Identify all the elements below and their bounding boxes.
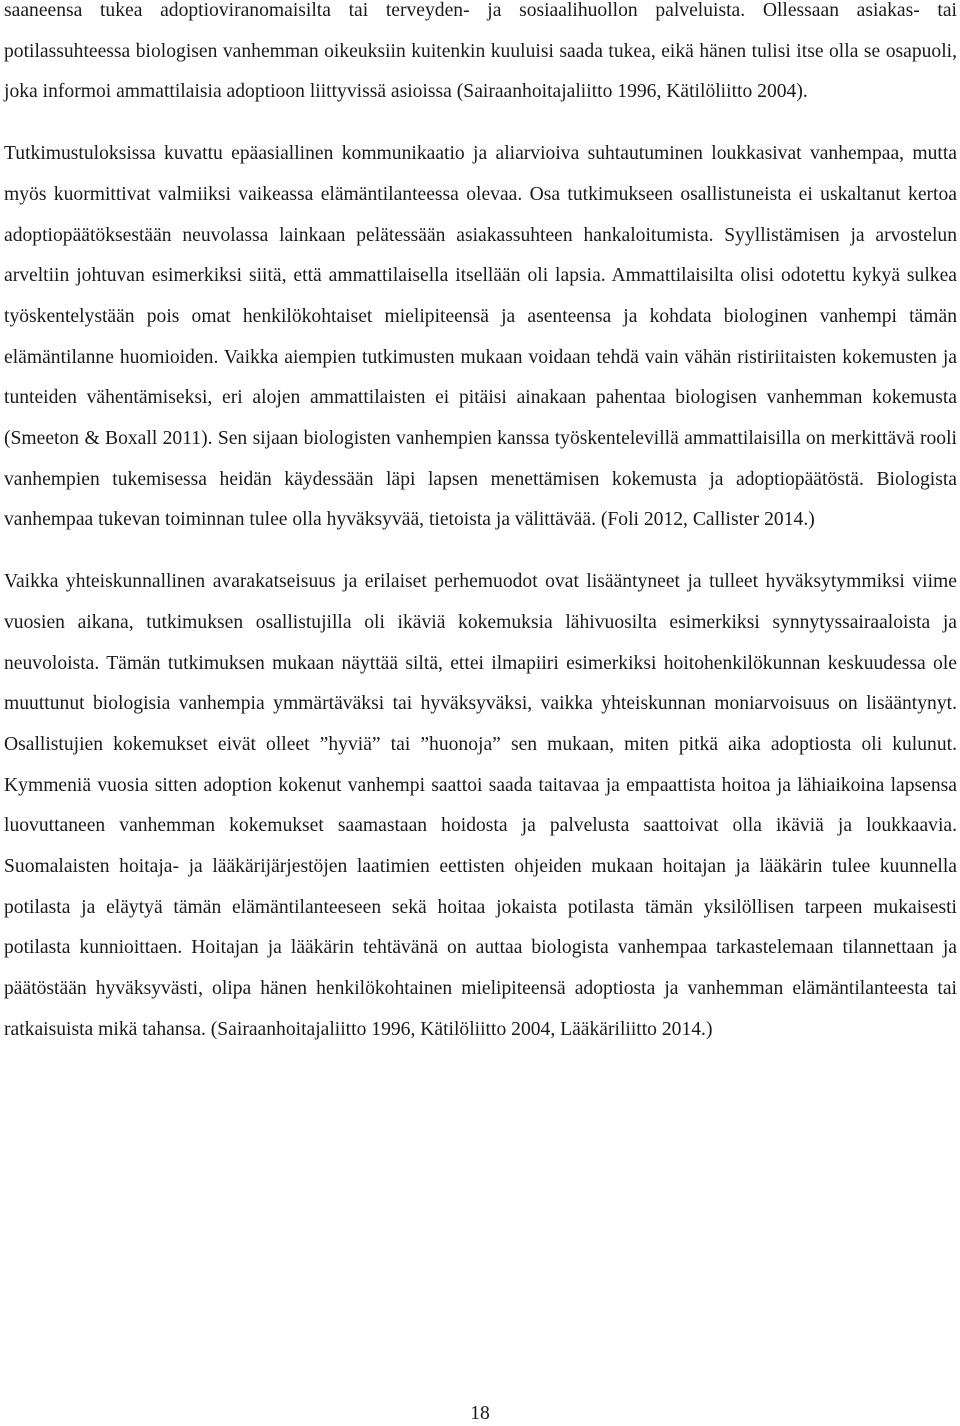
document-page: [4, 0, 957, 1051]
page-number: 18: [470, 1403, 490, 1424]
paragraph-communication-findings: Tutkimustuloksissa kuvattu epäasiallinen kommunikaatio ja aliarvioiva suhtautuminen loukkasivat vanhempaa, mutta myös kuormittivat valmiiksi vaikeassa elämäntilanteessa olevaa. Osa tutkimukseen osallistuneista ei uskaltanut kertoa adoptiopäätöksestään neuvolassa lainkaan pelätessään asiakassuhteen hankaloitumista. Syyllistämisen ja arvostelun arveltiin johtuvan esimerkiksi siitä, että ammattilaisella itsellään oli lapsia. Ammattilaisilta olisi odotettu kykyä sulkea työskentelystään pois omat henkilökohtaiset mielipiteensä ja asenteensa ja kohdata biologinen vanhempi tämän elämäntilanne huomioiden. Vaikka aiempien tutkimusten mukaan voidaan tehdä vain vähän ristiriitaisten kokemusten ja tunteiden vähentämiseksi, eri alojen ammattilaisten ei pitäisi ainakaan pahentaa biologisen vanhemman kokemusta (Smeeton & Boxall 2011). Sen sijaan biologisten vanhempien kanssa työskentelevillä ammattilaisilla on merkittävä rooli vanhempien tukemisessa heidän käydessään läpi lapsen menettämisen kokemusta ja adoptiopäätöstä. Biologista vanhempaa tukevan toiminnan tulee olla hyväksyvää, tietoista ja välittävää. (Foli 2012, Callister 2014.): [4, 143, 957, 531]
paragraph-societal-attitudes: Vaikka yhteiskunnallinen avarakatseisuus ja erilaiset perhemuodot ovat lisääntyneet ja tulleet hyväksytymmiksi viime vuosien aikana, tutkimuksen osallistujilla oli ikäviä kokemuksia lähivuosilta esimerkiksi synnytyssairaaloista ja neuvoloista. Tämän tutkimuksen mukaan näyttää siltä, ettei ilmapiiri esimerkiksi hoitohenkilökunnan keskuudessa ole muuttunut biologisia vanhempia ymmärtäväksi tai hyväksyväksi, vaikka yhteiskunnan moniarvoisuus on lisääntynyt. Osallistujien kokemukset eivät olleet ”hyviä” tai ”huonoja” sen mukaan, miten pitkä aika adoptiosta oli kulunut. Kymmeniä vuosia sitten adoption kokenut vanhempi saattoi saada taitavaa ja empaattista hoitoa ja lähiaikoina lapsensa luovuttaneen vanhemman kokemukset saamastaan hoidosta ja palvelusta saattoivat olla ikäviä ja loukkaavia. Suomalaisten hoitaja- ja lääkärijärjestöjen laatimien eettisten ohjeiden mukaan hoitajan ja lääkärin tulee kuunnella potilasta ja eläytyä tämän elämäntilanteeseen sekä hoitaa jokaista potilasta tämän yksilöllisen tarpeen mukaisesti potilasta kunnioittaen. Hoitajan ja lääkärin tehtävänä on auttaa biologista vanhempaa tarkastelemaan tilannettaan ja päätöstään hyväksyvästi, olipa hänen henkilökohtainen mielipiteensä adoptiosta ja vanhemman elämäntilanteesta tai ratkaisuista mikä tahansa. (Sairaanhoitajaliitto 1996, Kätilöliitto 2004, Lääkäriliitto 2014.): [4, 571, 957, 1040]
paragraph-continuation: saaneensa tukea adoptioviranomaisilta tai terveyden- ja sosiaalihuollon palveluista. Ollessaan asiakas- tai potilassuhteessa biologisen vanhemman oikeuksiin kuitenkin kuuluisi saada tukea, eikä hänen tulisi itse olla se osapuoli, joka informoi ammattilaisia adoptioon liittyvissä asioissa (Sairaanhoitajaliitto 1996, Kätilöliitto 2004).: [4, 0, 957, 103]
